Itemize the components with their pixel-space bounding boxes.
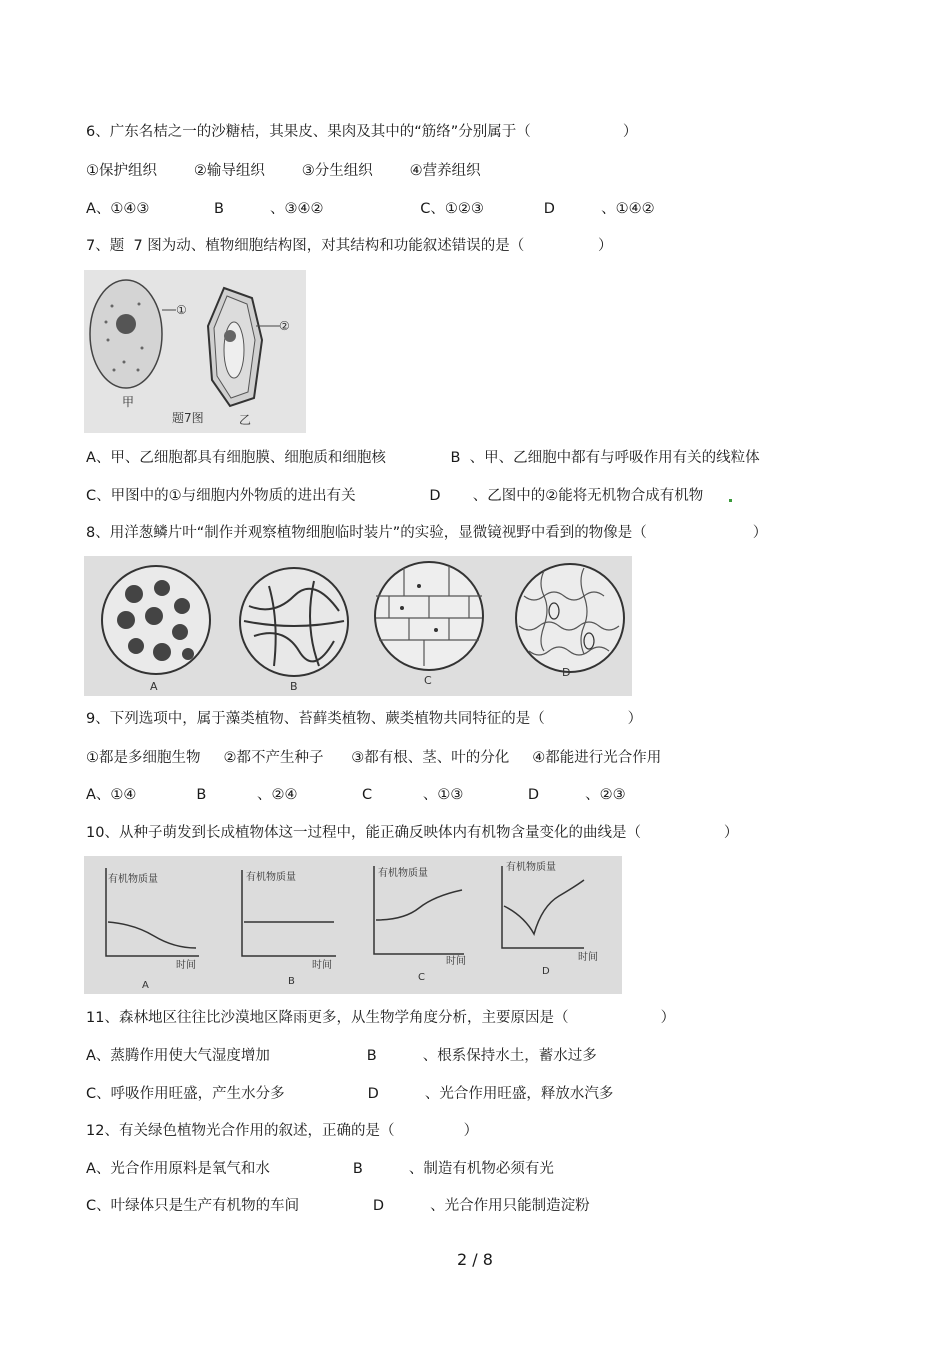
q12-option-cd: C、叶绿体只是生产有机物的车间 D 、光合作用只能制造淀粉 (86, 1198, 590, 1214)
q10-xlabel-d: 时间 (578, 952, 598, 963)
q10-label-c: C (418, 972, 425, 983)
q7-marker1: ① (176, 303, 187, 317)
q7-option-cd: C、甲图中的①与细胞内外物质的进出有关 D 、乙图中的②能将无机物合成有机物 (86, 488, 704, 504)
green-mark (729, 499, 732, 502)
q8-label-c: C (424, 674, 432, 687)
q6-items: ①保护组织 ②输导组织 ③分生组织 ④营养组织 (86, 163, 481, 179)
q10-stem: 10、从种子萌发到长成植物体这一过程中，能正确反映体内有机物含量变化的曲线是（ ） (86, 825, 739, 841)
q10-curve-figure (84, 856, 622, 994)
q10-ylabel-c: 有机物质量 (378, 868, 428, 879)
q9-stem: 9、下列选项中，属于藻类植物、苔藓类植物、蕨类植物共同特征的是（ ） (86, 711, 643, 727)
q11-option-ab: A、蒸腾作用使大气湿度增加 B 、根系保持水土，蓄水过多 (86, 1048, 597, 1064)
q8-microscope-figure (84, 556, 632, 696)
q8-label-a: A (150, 680, 158, 693)
q11-stem: 11、森林地区往往比沙漠地区降雨更多，从生物学角度分析，主要原因是（ ） (86, 1010, 676, 1026)
q10-label-d: D (542, 966, 550, 977)
q6-stem: 6、广东名桔之一的沙糖桔，其果皮、果肉及其中的“筋络”分别属于（ ） (86, 124, 638, 140)
q10-ylabel-a: 有机物质量 (108, 874, 158, 885)
q7-option-ab: A、甲、乙细胞都具有细胞膜、细胞质和细胞核 B 、甲、乙细胞中都有与呼吸作用有关的线粒体 (86, 450, 760, 466)
q10-ylabel-d: 有机物质量 (506, 862, 556, 873)
q11-option-cd: C、呼吸作用旺盛，产生水分多 D 、光合作用旺盛，释放水汽多 (86, 1086, 614, 1102)
q6-options: A、①④③ B 、③④② C、①②③ D 、①④② (86, 201, 655, 217)
q10-xlabel-b: 时间 (312, 960, 332, 971)
q7-marker2: ② (279, 319, 290, 333)
q10-ylabel-b: 有机物质量 (246, 872, 296, 883)
q8-label-b: B (290, 680, 298, 693)
q10-label-b: B (288, 976, 295, 987)
q12-option-ab: A、光合作用原料是氧气和水 B 、制造有机物必须有光 (86, 1161, 554, 1177)
q12-stem: 12、有关绿色植物光合作用的叙述，正确的是（ ） (86, 1123, 479, 1139)
q7-caption: 题7图 (172, 411, 204, 425)
q8-label-d: D (562, 666, 571, 679)
q7-cell-figure (84, 270, 306, 433)
q10-xlabel-c: 时间 (446, 956, 466, 967)
q7-label-left: 甲 (122, 395, 135, 409)
page-number: 2 / 8 (457, 1250, 493, 1269)
q10-label-a: A (142, 980, 149, 991)
q10-xlabel-a: 时间 (176, 960, 196, 971)
q7-stem: 7、题 7 图为动、植物细胞结构图，对其结构和功能叙述错误的是（ ） (86, 238, 613, 254)
q7-label-right: 乙 (239, 413, 252, 427)
q9-items: ①都是多细胞生物 ②都不产生种子 ③都有根、茎、叶的分化 ④都能进行光合作用 (86, 750, 662, 766)
q9-options: A、①④ B 、②④ C 、①③ D 、②③ (86, 787, 626, 803)
q8-stem: 8、用洋葱鳞片叶“制作并观察植物细胞临时装片”的实验，显微镜视野中看到的物像是（ ） (86, 525, 768, 541)
